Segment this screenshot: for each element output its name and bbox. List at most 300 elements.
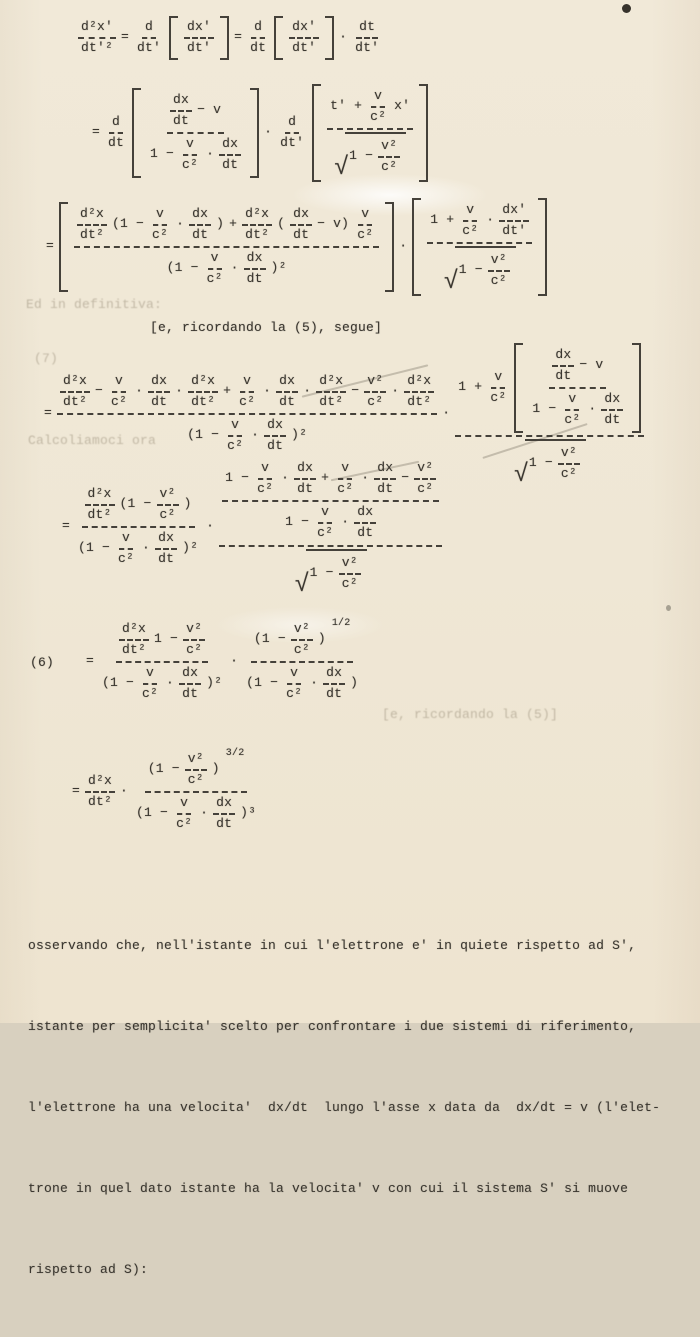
math-token: ) <box>350 675 359 691</box>
fraction <box>427 201 532 297</box>
numerator: d²x <box>85 773 115 793</box>
math-token: (1 − <box>78 540 111 556</box>
numerator: dx <box>601 391 623 411</box>
fraction <box>155 530 177 568</box>
numerator: v <box>183 136 197 156</box>
math-token: = <box>44 405 53 421</box>
sqrt <box>294 549 367 600</box>
numerator: v² <box>183 621 205 641</box>
numerator: v <box>177 795 191 815</box>
denominator: dt² <box>80 226 105 242</box>
math-token: − <box>351 383 360 399</box>
radicand <box>345 132 406 178</box>
equation-6-label: (6) <box>30 655 55 670</box>
fraction <box>314 504 336 542</box>
denominator <box>147 134 244 175</box>
numerator: v <box>258 460 272 480</box>
numerator: d²x <box>60 373 90 393</box>
fraction <box>601 391 623 429</box>
numerator: v <box>143 665 157 685</box>
math-token: · <box>588 401 597 417</box>
left-bracket <box>274 16 283 60</box>
math-token: 1 − <box>532 401 557 417</box>
denominator: dt <box>279 393 296 409</box>
math-token: · <box>361 470 370 486</box>
numerator: dx <box>213 795 235 815</box>
bracket-content <box>421 198 538 296</box>
math-token: )² <box>270 260 287 276</box>
numerator: d²x <box>188 373 218 393</box>
denominator <box>99 663 225 704</box>
math-token: · <box>310 675 319 691</box>
bracket-content <box>141 88 250 178</box>
fraction <box>243 620 361 704</box>
numerator: v² <box>339 555 361 575</box>
numerator: dx' <box>499 202 529 222</box>
fraction <box>244 250 266 288</box>
fraction <box>148 373 170 411</box>
fraction <box>264 417 286 455</box>
denominator: dt <box>222 156 239 172</box>
numerator: dx <box>179 665 201 685</box>
denominator: c² <box>370 108 387 124</box>
math-token: 1 − <box>225 470 250 486</box>
math-token: − v) <box>317 216 350 232</box>
denominator: c² <box>206 270 223 286</box>
fraction <box>455 342 644 490</box>
bracket-content <box>321 84 419 182</box>
denominator: c² <box>227 437 244 453</box>
fraction <box>459 202 481 240</box>
numerator <box>57 372 437 415</box>
math-token: (1 − <box>102 675 135 691</box>
fraction <box>323 665 345 703</box>
fraction <box>57 372 437 456</box>
fraction <box>378 138 400 176</box>
fraction <box>85 773 115 811</box>
math-token: · <box>142 540 151 556</box>
denominator: dt² <box>319 393 344 409</box>
bracket-group <box>514 343 641 433</box>
math-token: · <box>135 383 144 399</box>
denominator: c² <box>341 575 358 591</box>
denominator: c² <box>560 465 577 481</box>
fraction <box>334 460 356 498</box>
denominator <box>133 793 259 834</box>
fraction <box>183 621 205 659</box>
right-bracket <box>632 343 641 433</box>
left-bracket <box>169 16 178 60</box>
denominator: dt <box>108 134 125 150</box>
math-token: · <box>175 383 184 399</box>
fraction <box>316 373 346 411</box>
denominator: dt'² <box>81 39 114 55</box>
math-token: = <box>121 29 130 45</box>
numerator: v <box>565 391 579 411</box>
denominator: c² <box>564 411 581 427</box>
denominator: c² <box>357 226 374 242</box>
math-token: · <box>206 518 215 534</box>
math-token: 1 + <box>458 379 483 395</box>
numerator: dx <box>148 373 170 393</box>
fraction <box>352 19 382 57</box>
numerator: d²x <box>242 206 272 226</box>
right-bracket <box>250 88 259 178</box>
denominator: dt <box>267 437 284 453</box>
numerator <box>549 346 606 389</box>
denominator: c² <box>367 393 384 409</box>
numerator: v <box>240 373 254 393</box>
numerator: d²x <box>404 373 434 393</box>
numerator: v <box>119 530 133 550</box>
ghost-text: Ed in definitiva: <box>26 297 163 312</box>
denominator: c² <box>462 222 479 238</box>
math-token: · <box>264 124 273 140</box>
fraction <box>108 373 130 411</box>
denominator: c² <box>490 389 507 405</box>
numerator: dx' <box>289 19 319 39</box>
fraction <box>367 88 389 126</box>
fraction <box>242 206 272 244</box>
math-token: (1 − <box>246 675 279 691</box>
fraction <box>247 19 269 57</box>
numerator: d²x <box>77 206 107 226</box>
bracket-group <box>412 198 547 296</box>
bracket-group <box>169 16 229 60</box>
fraction <box>99 620 225 704</box>
math-token: · <box>251 427 260 443</box>
paragraph-line: osservando che, nell'istante in cui l'elettrone e' in quiete rispetto ad S', <box>28 938 637 953</box>
denominator: dt <box>173 112 190 128</box>
math-token: (1 − <box>166 260 199 276</box>
fraction <box>488 252 510 290</box>
math-token: 1 − <box>285 514 310 530</box>
denominator: dt <box>297 480 314 496</box>
math-token: = <box>46 238 55 254</box>
math-token: )² <box>182 540 199 556</box>
fraction <box>294 460 316 498</box>
denominator: c² <box>152 226 169 242</box>
fraction <box>105 114 127 152</box>
math-token: · <box>303 383 312 399</box>
fraction <box>374 460 396 498</box>
fraction <box>119 621 149 659</box>
fraction <box>85 486 115 524</box>
fraction <box>184 19 214 57</box>
fraction <box>404 373 434 411</box>
fraction <box>75 485 201 569</box>
numerator: d <box>251 19 265 39</box>
numerator: v² <box>185 751 207 771</box>
numerator: d <box>285 114 299 134</box>
math-token: − <box>95 383 104 399</box>
numerator: d <box>142 19 156 39</box>
math-token: · <box>120 783 129 799</box>
denominator <box>331 130 409 183</box>
numerator <box>82 485 195 528</box>
math-token: · <box>442 405 451 421</box>
numerator <box>327 87 413 130</box>
fraction <box>290 206 312 244</box>
paragraph-line: istante per semplicita' scelto per confrontare i due sistemi di riferimento, <box>28 1019 637 1034</box>
denominator: dt <box>377 480 394 496</box>
equation-5 <box>62 458 442 600</box>
denominator <box>292 547 370 600</box>
denominator: c² <box>381 158 398 174</box>
fraction <box>254 460 276 498</box>
denominator: c² <box>417 480 434 496</box>
fraction <box>558 445 580 483</box>
denominator: c² <box>337 480 354 496</box>
numerator: dx <box>552 347 574 367</box>
denominator: c² <box>257 480 274 496</box>
radicand <box>525 439 586 485</box>
ink-speck <box>622 4 631 13</box>
fraction <box>354 206 376 244</box>
numerator: v <box>338 460 352 480</box>
numerator <box>427 201 532 244</box>
math-token: )² <box>206 675 223 691</box>
denominator: dt <box>250 39 267 55</box>
radicand <box>455 246 516 292</box>
equation-6 <box>86 620 361 704</box>
numerator: dx <box>354 504 376 524</box>
math-token: )³ <box>240 805 257 821</box>
fraction <box>189 206 211 244</box>
right-bracket <box>538 198 547 296</box>
fraction <box>219 136 241 174</box>
denominator <box>164 248 290 289</box>
denominator: c² <box>239 393 256 409</box>
left-bracket <box>514 343 523 433</box>
fraction <box>499 202 529 240</box>
denominator: c² <box>159 506 176 522</box>
numerator: v² <box>488 252 510 272</box>
radicand <box>306 549 367 595</box>
numerator <box>219 458 442 547</box>
numerator: dx <box>219 136 241 156</box>
paragraph-line: rispetto ad S): <box>28 1262 149 1277</box>
denominator: dt <box>182 685 199 701</box>
math-token: = <box>62 518 71 534</box>
denominator: dt² <box>88 793 113 809</box>
numerator: dx <box>170 92 192 112</box>
numerator: dx <box>374 460 396 480</box>
fraction <box>173 795 195 833</box>
bracket-group <box>59 202 394 292</box>
fraction <box>185 751 207 789</box>
denominator: dt' <box>292 39 317 55</box>
fraction <box>134 19 164 57</box>
fraction <box>277 114 307 152</box>
math-token: · <box>230 653 239 669</box>
denominator: dt' <box>187 39 212 55</box>
math-token: · <box>200 805 209 821</box>
radical-sign: √ <box>513 461 529 490</box>
denominator: dt <box>326 685 343 701</box>
math-token: = <box>234 29 243 45</box>
ink-speck <box>666 605 671 611</box>
denominator: dt <box>357 524 374 540</box>
right-bracket <box>220 16 229 60</box>
numerator: dx <box>323 665 345 685</box>
exponent: 1/2 <box>331 618 351 629</box>
denominator: dt² <box>407 393 432 409</box>
sqrt <box>513 439 586 490</box>
fraction <box>354 504 376 542</box>
math-token: · <box>281 470 290 486</box>
math-token: − v <box>197 102 222 118</box>
numerator: dx' <box>184 19 214 39</box>
numerator: d²x <box>119 621 149 641</box>
math-token: 1 + <box>430 212 455 228</box>
denominator: dt' <box>137 39 162 55</box>
bracket-content <box>283 16 325 60</box>
math-token: 1 − <box>458 262 483 278</box>
numerator: v² <box>364 373 386 393</box>
ghost-text: Calcoliamoci ora <box>28 433 157 448</box>
math-token: · <box>230 260 239 276</box>
numerator: v² <box>291 621 313 641</box>
math-token: (1 − <box>112 216 145 232</box>
denominator <box>282 502 379 543</box>
math-token: 1 − <box>528 455 553 471</box>
fraction <box>327 87 413 183</box>
math-token: · <box>399 238 408 254</box>
numerator: v <box>112 373 126 393</box>
fraction <box>561 391 583 429</box>
ghost-text: (7) <box>34 351 59 366</box>
numerator: dx <box>244 250 266 270</box>
bracket-group <box>274 16 334 60</box>
fraction <box>133 750 259 834</box>
fraction <box>487 369 509 407</box>
math-token: = <box>92 124 101 140</box>
fraction <box>147 91 244 175</box>
math-token: ) <box>183 496 192 512</box>
denominator: dt <box>216 815 233 831</box>
denominator: dt <box>293 226 310 242</box>
math-token: t' + <box>330 98 363 114</box>
denominator <box>441 244 519 297</box>
denominator: c² <box>142 685 159 701</box>
fraction <box>414 460 436 498</box>
math-token: · <box>263 383 272 399</box>
equation-1 <box>78 16 382 60</box>
denominator: c² <box>286 685 303 701</box>
math-token: ) <box>317 631 326 647</box>
numerator: d <box>109 114 123 134</box>
numerator <box>116 620 208 663</box>
left-bracket <box>132 88 141 178</box>
numerator <box>167 91 224 134</box>
sqrt <box>443 246 516 297</box>
left-bracket <box>312 84 321 182</box>
fraction <box>60 373 90 411</box>
sqrt <box>334 132 406 183</box>
denominator <box>75 528 201 569</box>
fraction <box>219 458 442 600</box>
denominator <box>184 415 310 456</box>
math-token: (1 − <box>253 631 286 647</box>
bracket-content <box>178 16 220 60</box>
math-token: ( <box>277 216 286 232</box>
denominator: dt <box>192 226 209 242</box>
left-bracket <box>412 198 421 296</box>
bracket-group <box>312 84 428 182</box>
math-token: 1 − <box>154 631 179 647</box>
numerator: v <box>153 206 167 226</box>
denominator: dt² <box>245 226 270 242</box>
bracket-content <box>68 202 385 292</box>
math-token: · <box>341 514 350 530</box>
denominator: dt <box>158 550 175 566</box>
numerator: v <box>208 250 222 270</box>
fraction <box>529 346 626 430</box>
right-bracket <box>419 84 428 182</box>
numerator: v² <box>414 460 436 480</box>
denominator <box>243 663 361 704</box>
math-token: + <box>229 216 238 232</box>
fraction <box>276 373 298 411</box>
exponent: 3/2 <box>225 748 245 759</box>
denominator: c² <box>317 524 334 540</box>
numerator: v <box>371 88 385 108</box>
equation-2 <box>92 84 428 182</box>
numerator: v² <box>157 486 179 506</box>
fraction <box>204 250 226 288</box>
math-token: · <box>339 29 348 45</box>
denominator: dt² <box>122 641 147 657</box>
math-token: x' <box>394 98 411 114</box>
numerator: dx <box>264 417 286 437</box>
fraction <box>222 459 439 543</box>
equation-7 <box>72 750 259 834</box>
math-token: (1 − <box>187 427 220 443</box>
math-token: 1 − <box>150 146 175 162</box>
denominator <box>511 437 589 490</box>
math-token: + <box>223 383 232 399</box>
fraction <box>157 486 179 524</box>
equation-3 <box>46 198 547 296</box>
numerator <box>74 205 379 248</box>
fraction <box>179 136 201 174</box>
denominator: dt <box>246 270 263 286</box>
numerator <box>222 459 439 502</box>
numerator: d²x <box>316 373 346 393</box>
fraction <box>283 665 305 703</box>
ghost-text: [e, ricordando la (5)] <box>382 707 559 722</box>
radical-sign: √ <box>334 154 350 183</box>
denominator: dt' <box>355 39 380 55</box>
denominator: c² <box>176 815 193 831</box>
numerator: d²x' <box>78 19 116 39</box>
denominator: c² <box>186 641 203 657</box>
numerator: d²x <box>85 486 115 506</box>
math-token: 1 − <box>309 565 334 581</box>
numerator: dt <box>356 19 378 39</box>
numerator: dx <box>189 206 211 226</box>
fraction <box>77 206 107 244</box>
denominator: dt² <box>191 393 216 409</box>
left-bracket <box>59 202 68 292</box>
right-bracket <box>385 202 394 292</box>
bracket-content <box>523 343 632 433</box>
math-token: − <box>401 470 410 486</box>
numerator <box>455 342 644 437</box>
denominator: c² <box>490 272 507 288</box>
denominator: dt <box>555 367 572 383</box>
